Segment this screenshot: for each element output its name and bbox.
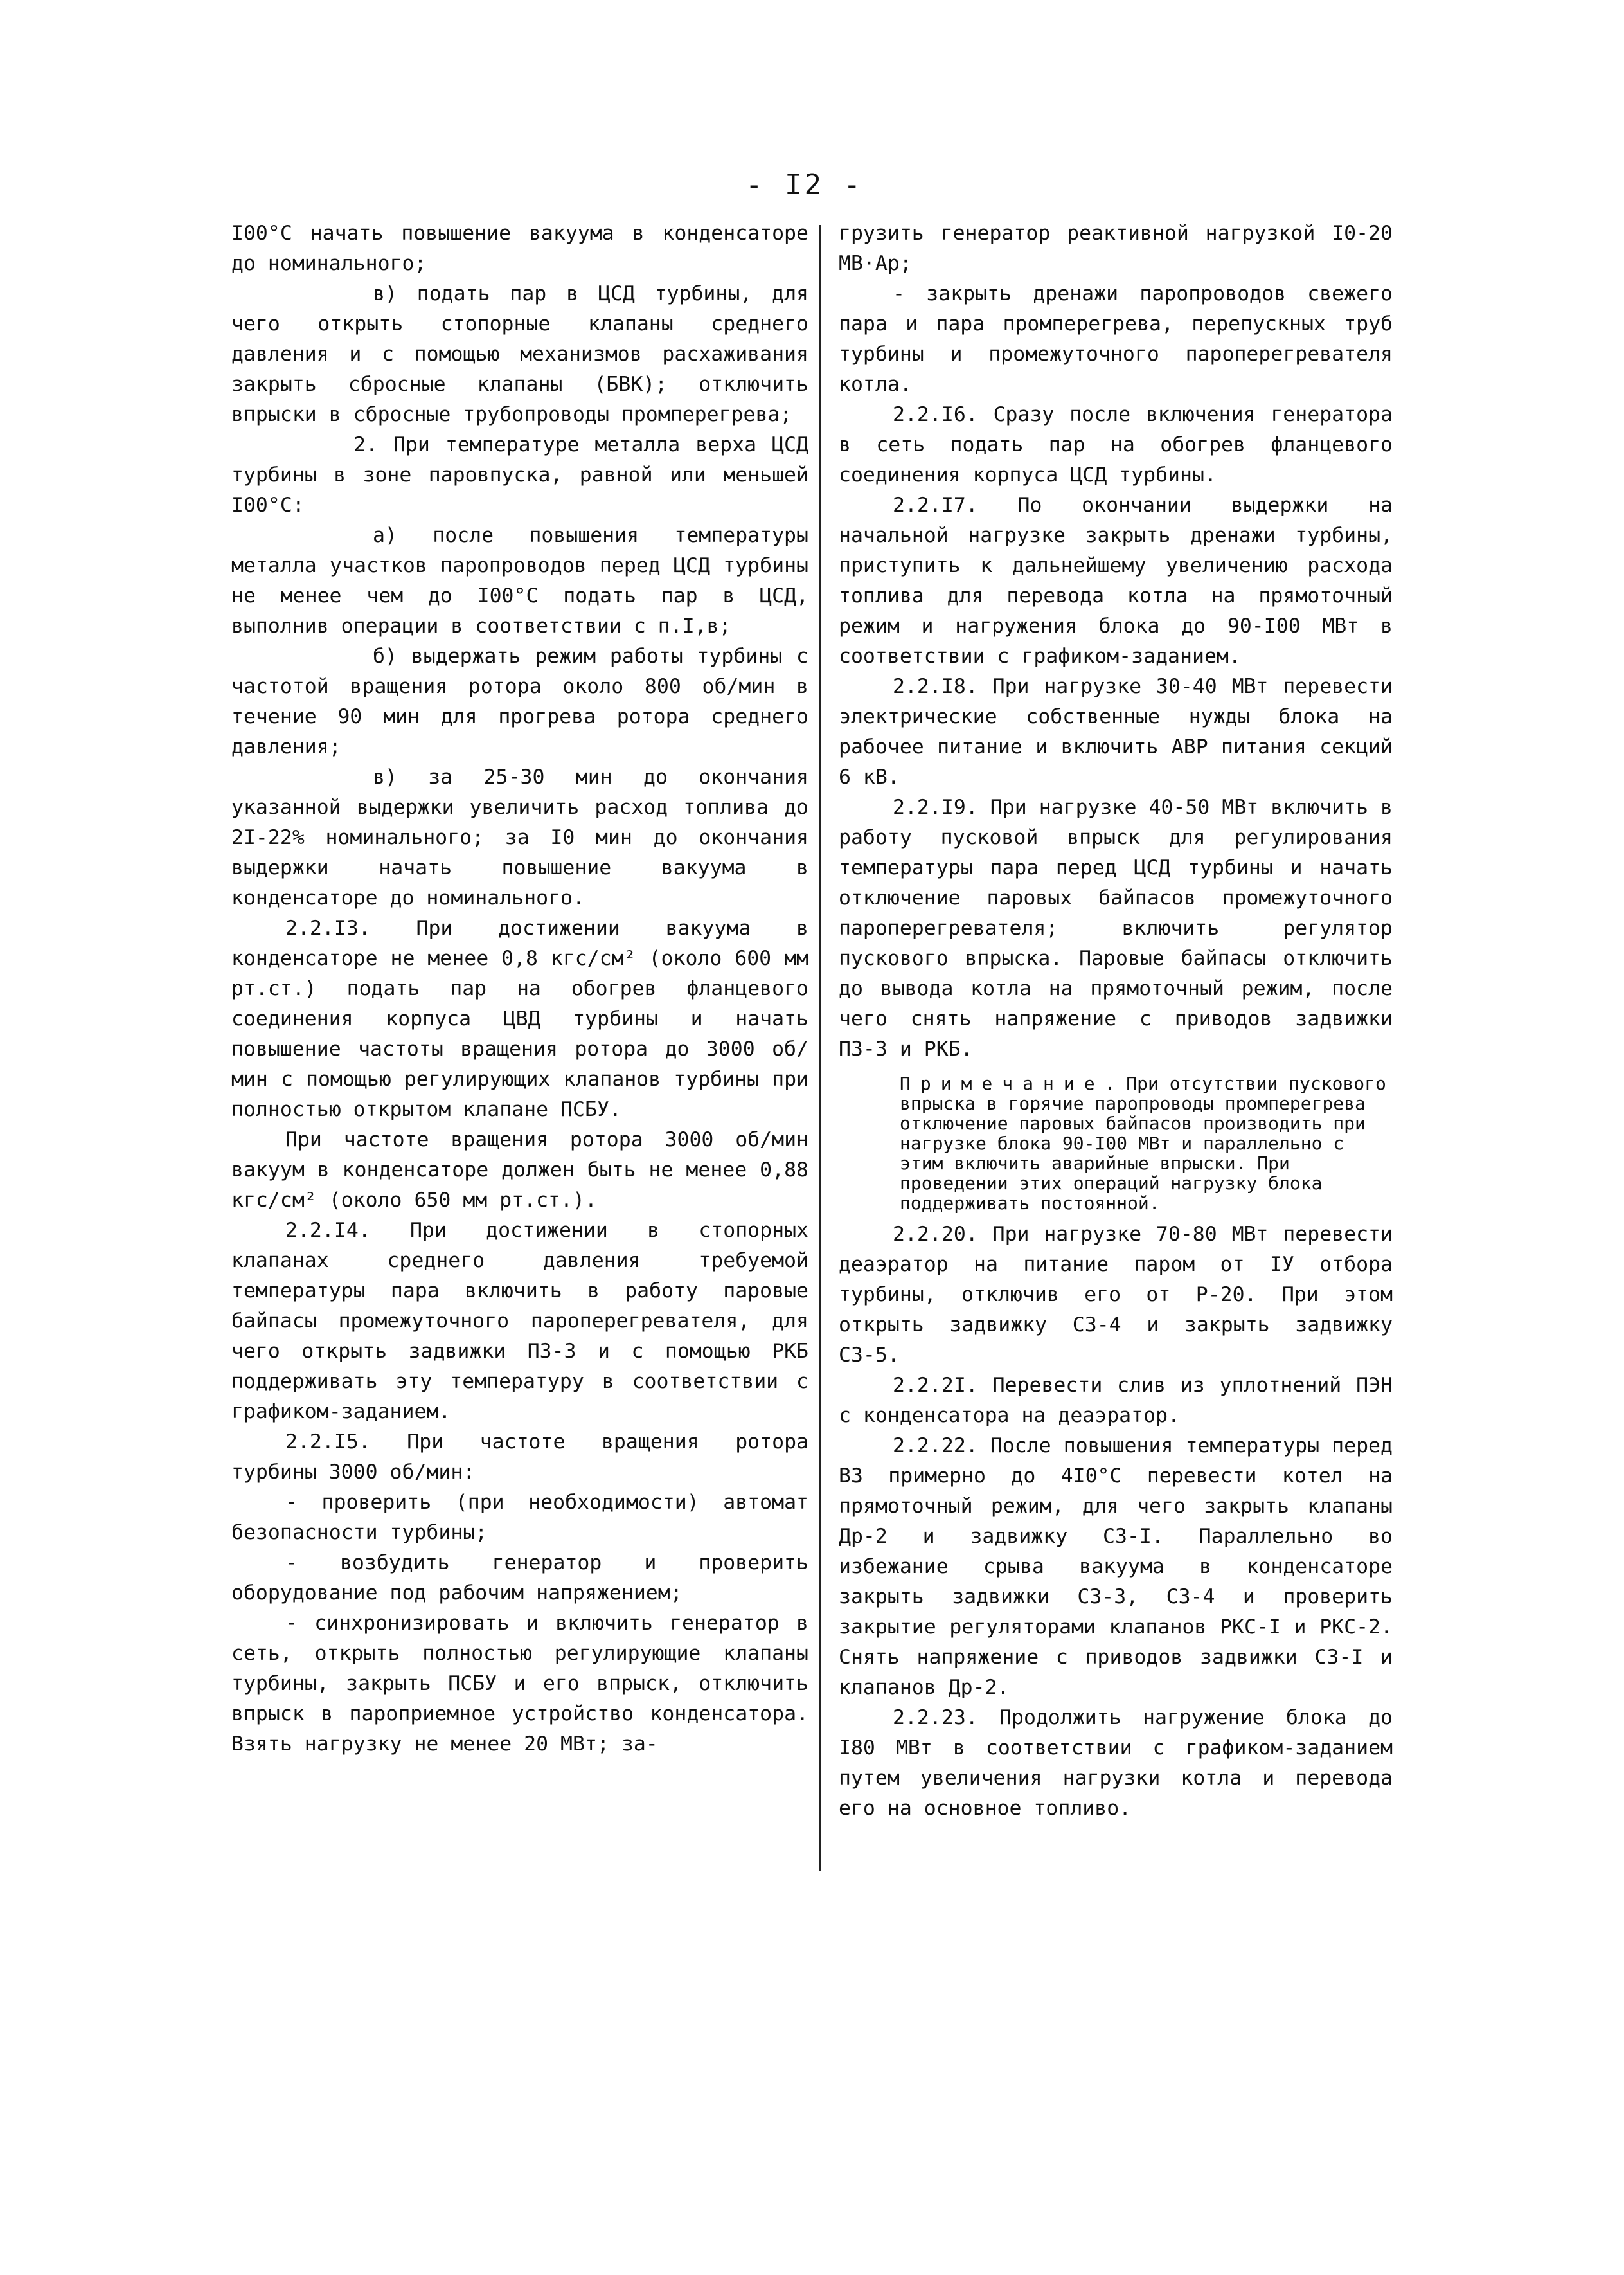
note-text: . При отсутствии пускового впрыска в горячие паропроводы промперегрева отключение паровых байпасов производить при нагрузке блока 90-I00 МВт и параллельно с этим включить аварийные впрыски. При проведении этих операций нагрузку блока поддерживать постоянной.: [900, 1073, 1386, 1214]
paragraph: 2. При температуре металла верха ЦСД турбины в зоне паровпуска, равной или меньшей I00°С:: [231, 433, 808, 517]
left-column: [231, 219, 808, 1759]
paragraph: в) подать пар в ЦСД турбины, для чего открыть стопорные клапаны среднего давления и с помощью механизмов расхаживания закрыть сбросные клапаны (БВК); отключить впрыски в сбросные трубопроводы промперегрева;: [231, 282, 808, 426]
paragraph: - проверить (при необходимости) автомат безопасности турбины;: [231, 1491, 808, 1544]
paragraph: 2.2.2I. Перевести слив из уплотнений ПЭН с конденсатора на деаэратор.: [839, 1374, 1393, 1427]
note-lead: Примечание: [900, 1073, 1105, 1094]
paragraph: - синхронизировать и включить генератор в сеть, открыть полностью регулирующие клапаны турбины, закрыть ПСБУ и его впрыск, отключить впрыск в пароприемное устройство конденсатора. Взять нагрузку не менее 20 МВт; за-: [231, 1612, 808, 1756]
column-divider: [819, 225, 821, 1871]
paragraph: грузить генератор реактивной нагрузкой I0-20 МВ·Ар;: [839, 222, 1393, 275]
paragraph: - закрыть дренажи паропроводов свежего пара и пара промперегрева, перепускных труб турбины и промежуточного пароперегревателя котла.: [839, 282, 1393, 396]
paragraph: 2.2.I9. При нагрузке 40-50 МВт включить в работу пусковой впрыск для регулирования температуры пара перед ЦСД турбины и начать отключение паровых байпасов промежуточного пароперегревателя; включить регулятор пускового впрыска. Паровые байпасы отключить до вывода котла на прямоточный режим, после чего снять напряжение с приводов задвижки ПЗ-3 и РКБ.: [839, 796, 1393, 1061]
paragraph: а) после повышения температуры металла участков паропроводов перед ЦСД турбины не менее чем до I00°С подать пар в ЦСД, выполнив операции в соответствии с п.I,в;: [231, 524, 808, 638]
paragraph: 2.2.I7. По окончании выдержки на начальной нагрузке закрыть дренажи турбины, приступить к дальнейшему увеличению расхода топлива для перевода котла на прямоточный режим и нагружения блока до 90-I00 МВт в соответствии с графиком-заданием.: [839, 494, 1393, 668]
page-number: - I2 -: [745, 168, 863, 201]
paragraph: б) выдержать режим работы турбины с частотой вращения ротора около 800 об/мин в течение 90 мин для прогрева ротора среднего давления;: [231, 645, 808, 759]
paragraph: 2.2.I3. При достижении вакуума в конденсаторе не менее 0,8 кгс/см² (около 600 мм рт.ст.) подать пар на обогрев фланцевого соединения корпуса ЦВД турбины и начать повышение частоты вращения ротора до 3000 об/мин с помощью регулирующих клапанов турбины при полностью открытом клапане ПСБУ.: [231, 917, 808, 1121]
paragraph: 2.2.20. При нагрузке 70-80 МВт перевести деаэратор на питание паром от IУ отбора турбины, отключив его от Р-20. При этом открыть задвижку СЗ-4 и закрыть задвижку СЗ-5.: [839, 1223, 1393, 1367]
paragraph: - возбудить генератор и проверить оборудование под рабочим напряжением;: [231, 1551, 808, 1605]
paragraph: При частоте вращения ротора 3000 об/мин вакуум в конденсаторе должен быть не менее 0,88 кгс/см² (около 650 мм рт.ст.).: [231, 1128, 808, 1212]
paragraph: I00°С начать повышение вакуума в конденсаторе до номинального;: [231, 222, 808, 275]
paragraph: 2.2.I4. При достижении в стопорных клапанах среднего давления требуемой температуры пара включить в работу паровые байпасы промежуточного пароперегревателя, для чего открыть задвижки ПЗ-3 и с помощью РКБ поддерживать эту температуру в соответствии с графиком-заданием.: [231, 1219, 808, 1423]
paragraph: 2.2.22. После повышения температуры перед ВЗ примерно до 4I0°С перевести котел на прямоточный режим, для чего закрыть клапаны Др-2 и задвижку СЗ-I. Параллельно во избежание срыва вакуума в конденсаторе закрыть задвижки СЗ-3, СЗ-4 и проверить закрытие регуляторами клапанов РКС-I и РКС-2. Снять напряжение с приводов задвижки СЗ-I и клапанов Др-2.: [839, 1434, 1393, 1699]
paragraph: в) за 25-30 мин до окончания указанной выдержки увеличить расход топлива до 2I-22% номинального; за I0 мин до окончания выдержки начать повышение вакуума в конденсаторе до номинального.: [231, 766, 808, 910]
right-column-bottom: [839, 1219, 1393, 1824]
paragraph: 2.2.I8. При нагрузке 30-40 МВт перевести электрические собственные нужды блока на рабочее питание и включить АВР питания секций 6 кВ.: [839, 675, 1393, 789]
paragraph: 2.2.23. Продолжить нагружение блока до I80 МВт в соответствии с графиком-заданием путем увеличения нагрузки котла и перевода его на основное топливо.: [839, 1706, 1393, 1820]
paragraph: 2.2.I6. Сразу после включения генератора в сеть подать пар на обогрев фланцевого соединения корпуса ЦСД турбины.: [839, 403, 1393, 487]
right-column: [839, 219, 1393, 1824]
paragraph: 2.2.I5. При частоте вращения ротора турбины 3000 об/мин:: [231, 1430, 808, 1484]
right-column-top: [839, 219, 1393, 1065]
note-block: [900, 1074, 1388, 1213]
